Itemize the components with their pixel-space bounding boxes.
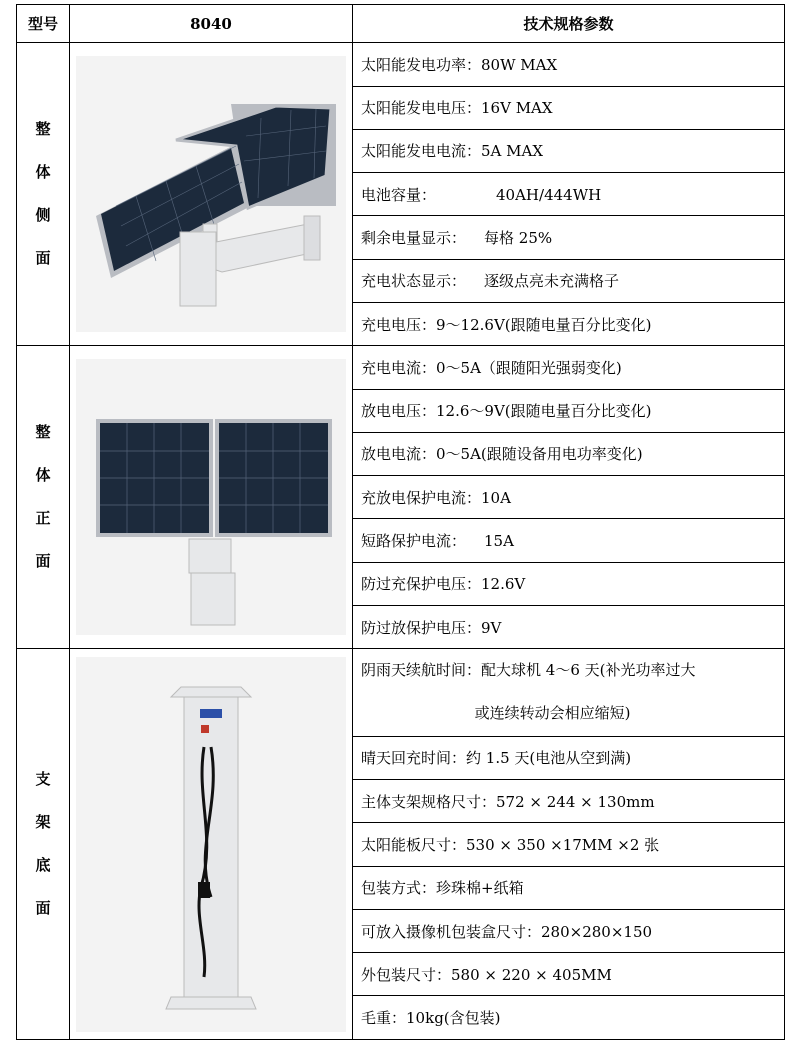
spec-row: 电池容量： 40AH/444WH — [353, 173, 785, 216]
image-bracket-bottom — [70, 649, 353, 1040]
solar-panel-front-illustration — [76, 359, 346, 635]
bracket-illustration — [76, 657, 346, 1032]
spec-row: 充电电压：9～12.6V(跟随电量百分比变化) — [353, 302, 785, 345]
spec-title: 技术规格参数 — [353, 5, 785, 43]
spec-row: 太阳能发电电压：16V MAX — [353, 86, 785, 129]
spec-row: 外包装尺寸：580 × 220 × 405MM — [353, 953, 785, 996]
spec-row: 剩余电量显示： 每格 25% — [353, 216, 785, 259]
model-label: 型号 — [17, 5, 70, 43]
spec-row: 防过充保护电压：12.6V — [353, 562, 785, 605]
model-value: 8040 — [70, 5, 353, 43]
group-label-front-view: 整 体 正 面 — [17, 346, 70, 649]
spec-row: 太阳能板尺寸：530 × 350 ×17MM ×2 张 — [353, 823, 785, 866]
image-front-view — [70, 346, 353, 649]
spec-row: 包装方式：珍珠棉+纸箱 — [353, 866, 785, 909]
spec-row: 放电电压：12.6～9V(跟随电量百分比变化) — [353, 389, 785, 432]
spec-row: 晴天回充时间：约 1.5 天(电池从空到满) — [353, 736, 785, 779]
spec-row: 充电电流：0～5A（跟随阳光强弱变化) — [353, 346, 785, 389]
spec-row: 充放电保护电流：10A — [353, 476, 785, 519]
spec-row: 主体支架规格尺寸：572 × 244 × 130mm — [353, 780, 785, 823]
spec-row: 太阳能发电电流：5A MAX — [353, 129, 785, 172]
spec-row: 可放入摄像机包装盒尺寸：280×280×150 — [353, 909, 785, 952]
spec-row: 短路保护电流： 15A — [353, 519, 785, 562]
group-label-bracket-bottom: 支 架 底 面 — [17, 649, 70, 1040]
group-label-side-view: 整 体 侧 面 — [17, 43, 70, 346]
spec-row: 充电状态显示： 逐级点亮未充满格子 — [353, 259, 785, 302]
spec-row: 太阳能发电功率：80W MAX — [353, 43, 785, 86]
spec-row: 放电电流：0～5A(跟随设备用电功率变化) — [353, 432, 785, 475]
image-side-view — [70, 43, 353, 346]
spec-row: 防过放保护电压：9V — [353, 605, 785, 648]
spec-row: 阴雨天续航时间：配大球机 4～6 天(补光功率过大 或连续转动会相应缩短) — [353, 649, 785, 737]
spec-table — [16, 4, 785, 1040]
solar-panel-side-illustration — [76, 56, 346, 332]
spec-row: 毛重：10kg(含包装) — [353, 996, 785, 1040]
